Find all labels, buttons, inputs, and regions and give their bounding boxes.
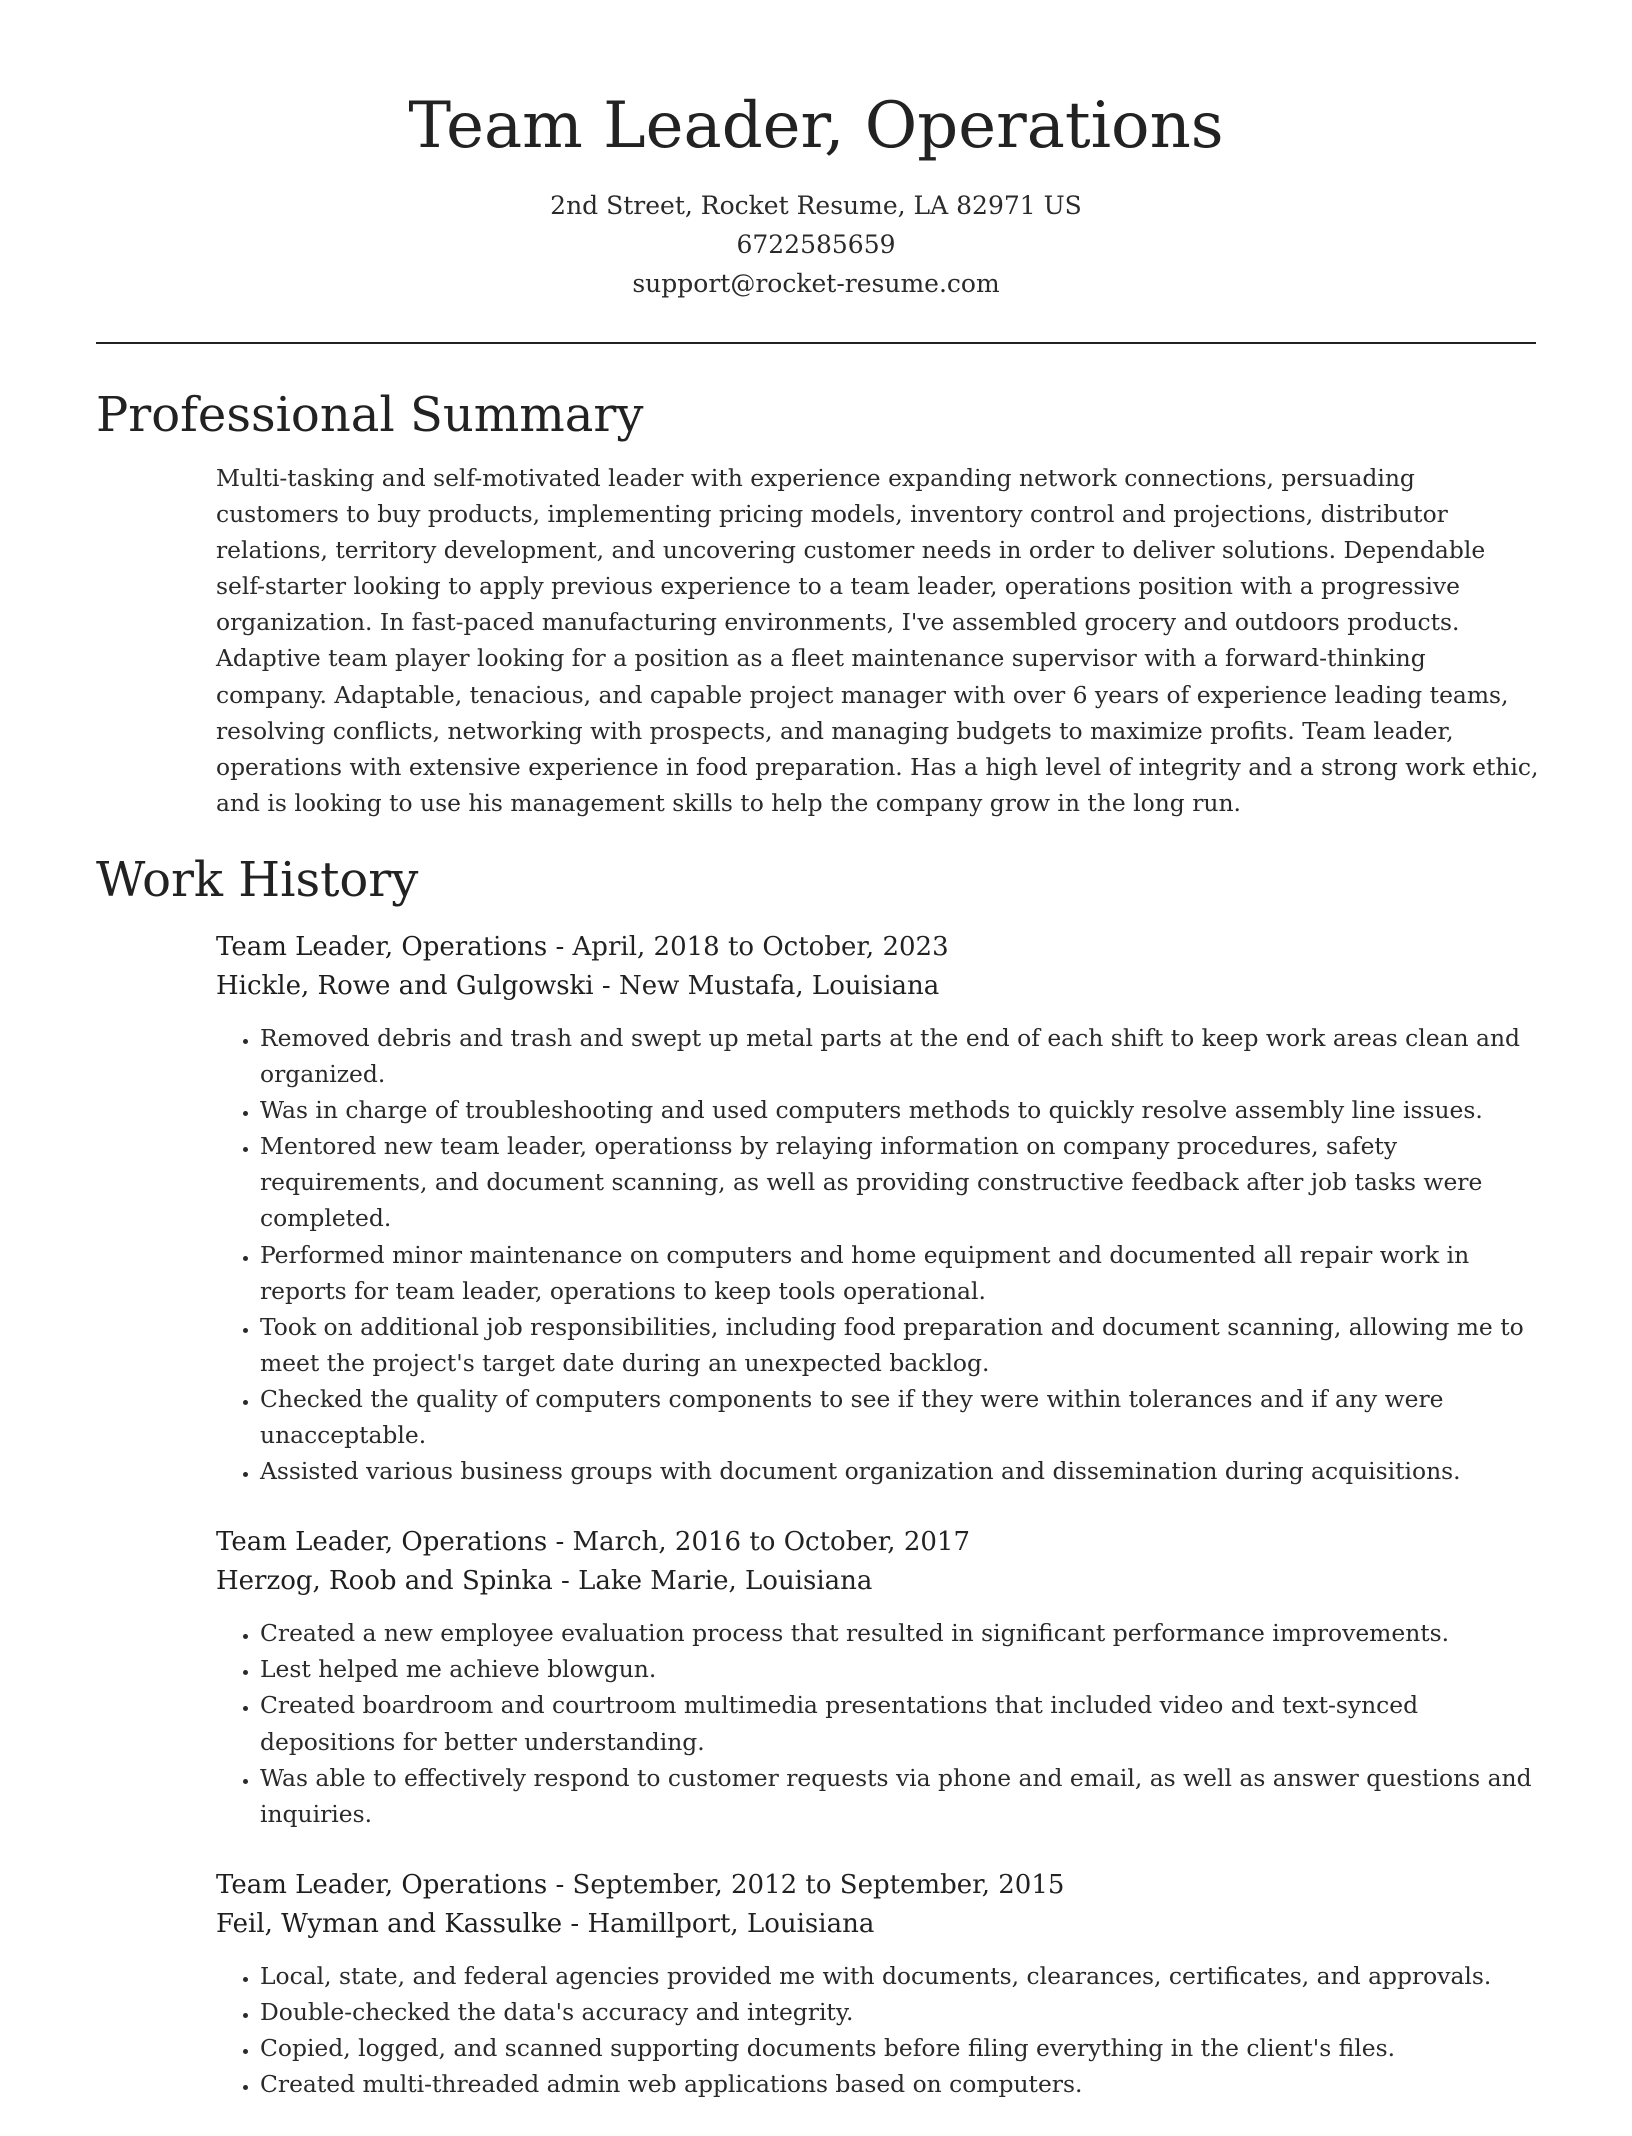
job-bullets bbox=[216, 1958, 1546, 2102]
summary-text: Multi-tasking and self-motivated leader with experience expanding network connections, persuading customers to buy products, implementing pricing models, inventory control and projections, distributor relations, territory development, and uncovering customer needs in order to deliver solutions. Dependable self-starter looking to apply previous experience to a team leader, operations position with a progressive organization. In fast-paced manufacturing environments, I've assembled grocery and outdoors products. Adaptive team player looking for a position as a fleet maintenance supervisor with a forward-thinking company. Adaptable, tenacious, and capable project manager with over 6 years of experience leading teams, resolving conflicts, networking with prospects, and managing budgets to maximize profits. Team leader, operations with extensive experience in food preparation. Has a high level of integrity and a strong work ethic, and is looking to use his management skills to help the company grow in the long run. bbox=[216, 464, 1539, 817]
job-role: Team Leader, Operations bbox=[216, 1527, 548, 1558]
job-role-line: Team Leader, Operations - April, 2018 to October, 2023 bbox=[216, 932, 949, 962]
job-bullet: • Local, state, and federal agencies provided me with documents, clearances, certificates, and approvals. bbox=[260, 1958, 1546, 1994]
job-dates: March, 2016 to October, 2017 bbox=[572, 1527, 970, 1558]
job-bullet: • Checked the quality of computers components to see if they were within tolerances and if any were unacceptable. bbox=[260, 1381, 1546, 1453]
job-company-line: Herzog, Roob and Spinka - Lake Marie, Louisiana bbox=[216, 1566, 873, 1597]
job-company: Herzog, Roob and Spinka bbox=[216, 1566, 553, 1597]
work-history-list bbox=[216, 928, 1546, 2136]
job-bullet: • Created multi-threaded admin web applications based on computers. bbox=[260, 2066, 1546, 2102]
job-role-line: Team Leader, Operations - September, 2012 to September, 2015 bbox=[216, 1869, 1065, 1900]
job-bullet: • Performed minor maintenance on computers and home equipment and documented all repair work in reports for team leader, operations to keep tools operational. bbox=[260, 1237, 1546, 1309]
job-bullet: • Removed debris and trash and swept up metal parts at the end of each shift to keep work areas clean and organized. bbox=[260, 1020, 1546, 1092]
summary-heading: Professional Summary bbox=[96, 387, 644, 443]
job-bullets bbox=[216, 1615, 1546, 1832]
job-bullet: • Was able to effectively respond to customer requests via phone and email, as well as answer questions and inquiries. bbox=[260, 1760, 1546, 1832]
header-divider bbox=[96, 342, 1536, 344]
work-history-heading: Work History bbox=[96, 852, 419, 908]
job-location: New Mustafa, Louisiana bbox=[618, 971, 940, 1001]
contact-block bbox=[0, 186, 1632, 303]
job-company: Hickle, Rowe and Gulgowski bbox=[216, 971, 594, 1001]
job-company-line: Feil, Wyman and Kassulke - Hamillport, Louisiana bbox=[216, 1908, 875, 1939]
job-entry bbox=[216, 928, 1546, 1489]
job-bullet: • Took on additional job responsibilities, including food preparation and document scanning, allowing me to meet the project's target date during an unexpected backlog. bbox=[260, 1309, 1546, 1381]
job-bullets bbox=[216, 1020, 1546, 1489]
job-entry bbox=[216, 1866, 1546, 2102]
job-role: Team Leader, Operations bbox=[216, 932, 548, 962]
contact-address: 2nd Street, Rocket Resume, LA 82971 US bbox=[550, 191, 1082, 220]
job-bullet: • Double-checked the data's accuracy and integrity. bbox=[260, 1994, 1546, 2030]
job-location: Lake Marie, Louisiana bbox=[578, 1566, 873, 1597]
job-bullet: • Copied, logged, and scanned supporting documents before filing everything in the client's files. bbox=[260, 2030, 1546, 2066]
job-role: Team Leader, Operations bbox=[216, 1869, 548, 1900]
job-entry bbox=[216, 1523, 1546, 1832]
job-bullet: • Assisted various business groups with document organization and dissemination during acquisitions. bbox=[260, 1453, 1546, 1489]
job-company: Feil, Wyman and Kassulke bbox=[216, 1908, 563, 1939]
resume-header bbox=[0, 0, 1632, 303]
contact-phone: 6722585659 bbox=[736, 230, 896, 259]
job-company-line: Hickle, Rowe and Gulgowski - New Mustafa, Louisiana bbox=[216, 971, 940, 1001]
job-bullet: • Created a new employee evaluation process that resulted in significant performance improvements. bbox=[260, 1615, 1546, 1651]
contact-email: support@rocket-resume.com bbox=[632, 269, 1000, 298]
job-dates: April, 2018 to October, 2023 bbox=[572, 932, 949, 962]
job-bullet: • Was in charge of troubleshooting and used computers methods to quickly resolve assembly line issues. bbox=[260, 1092, 1546, 1128]
job-bullet: • Created boardroom and courtroom multimedia presentations that included video and text-synced depositions for better understanding. bbox=[260, 1687, 1546, 1759]
job-role-line: Team Leader, Operations - March, 2016 to October, 2017 bbox=[216, 1527, 970, 1558]
job-bullet: • Lest helped me achieve blowgun. bbox=[260, 1651, 1546, 1687]
candidate-title: Team Leader, Operations bbox=[408, 89, 1224, 163]
job-bullet: • Mentored new team leader, operationss by relaying information on company procedures, safety requirements, and document scanning, as well as providing constructive feedback after job tasks were completed. bbox=[260, 1128, 1546, 1236]
job-location: Hamillport, Louisiana bbox=[587, 1908, 875, 1939]
job-dates: September, 2012 to September, 2015 bbox=[572, 1869, 1065, 1900]
